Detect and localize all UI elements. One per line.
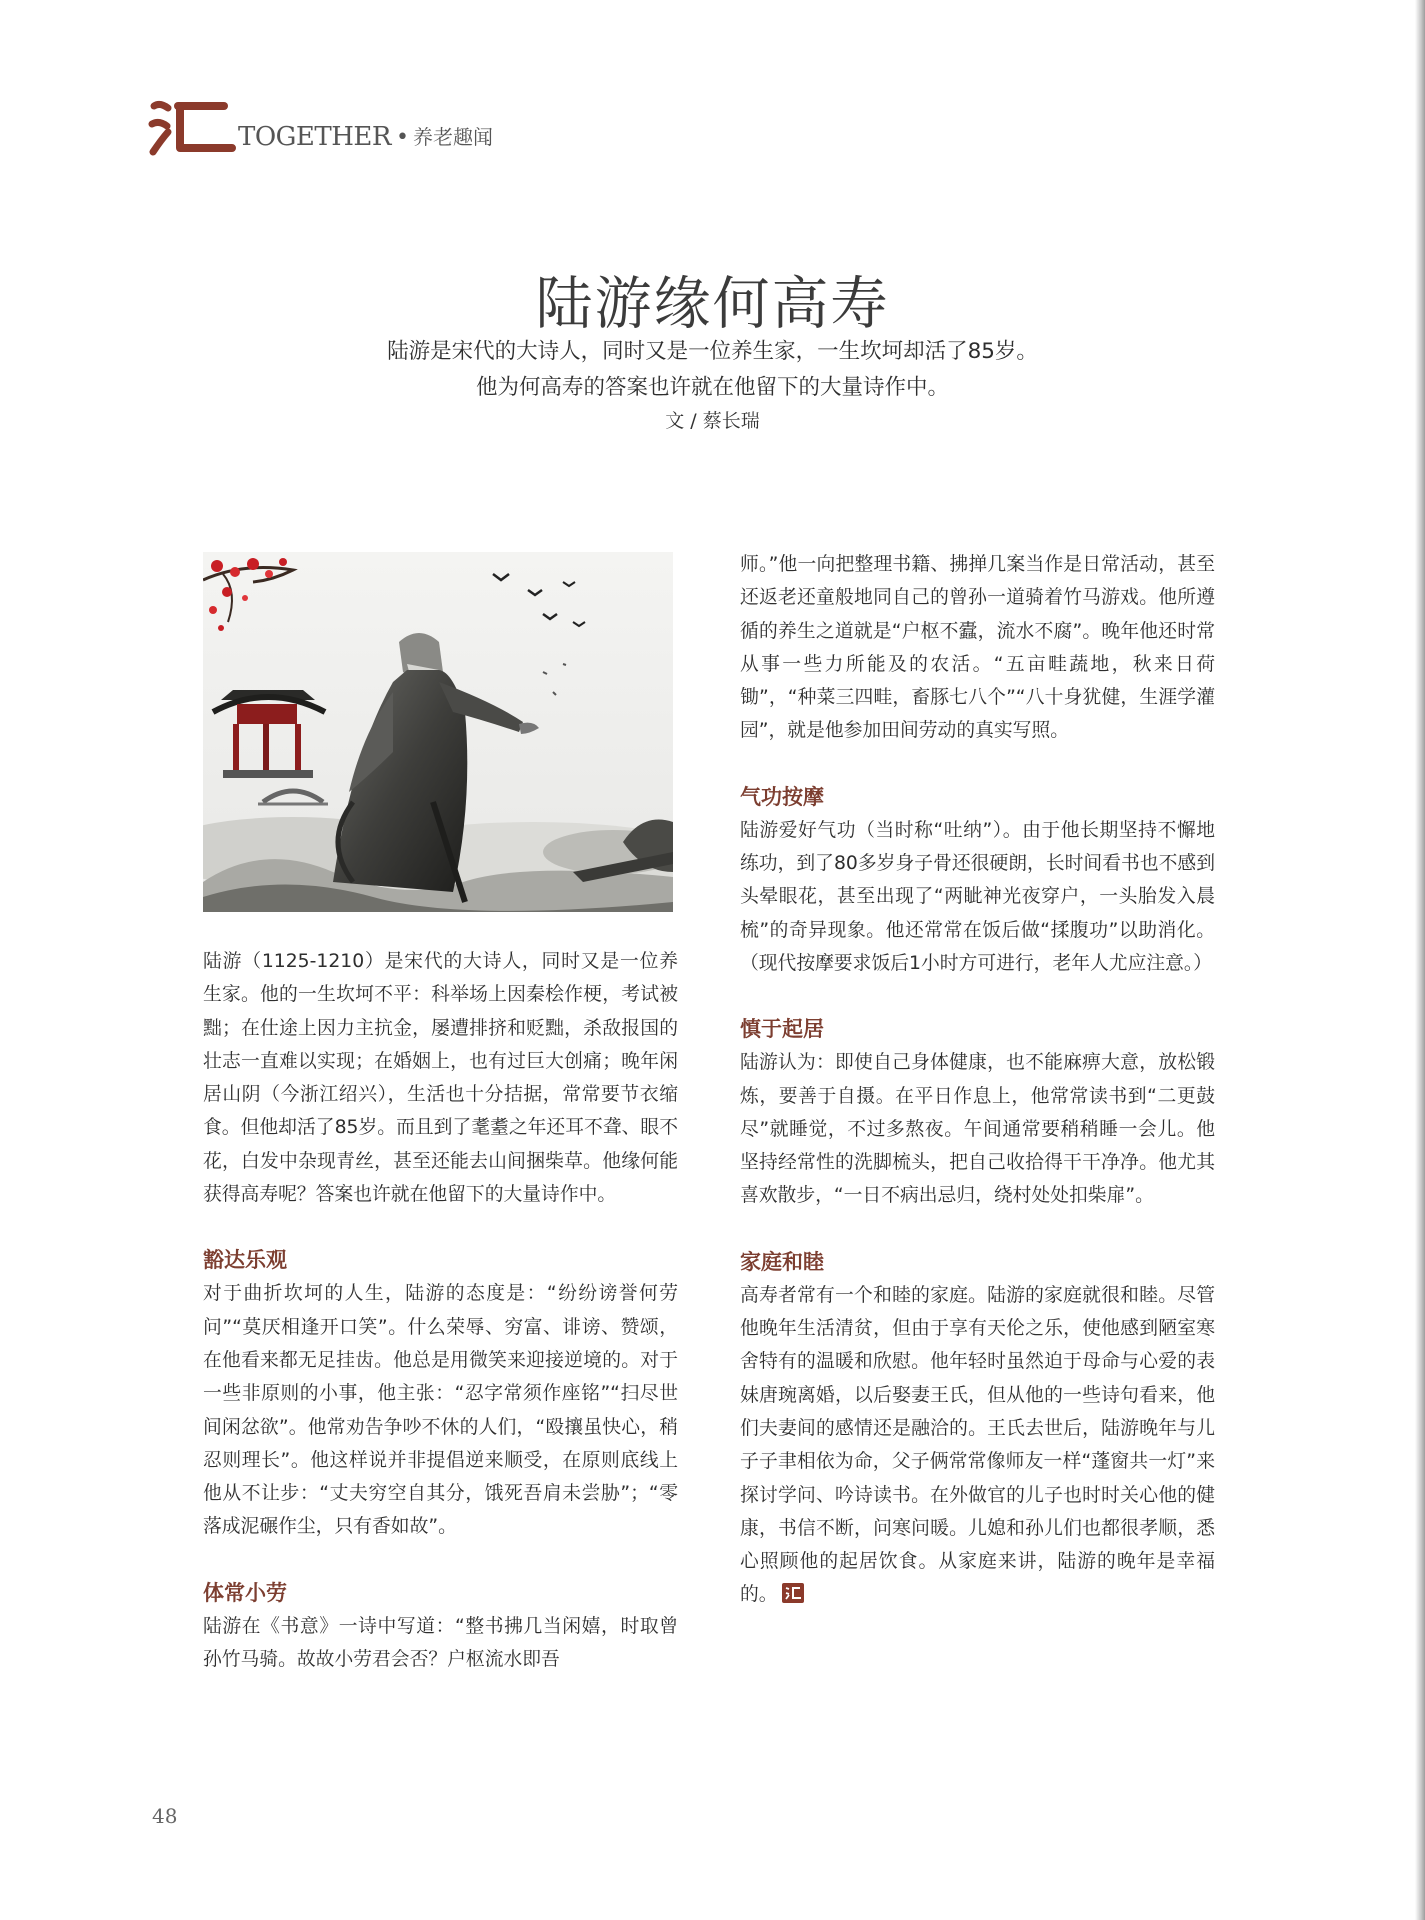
brand-name: TOGETHER — [238, 122, 391, 152]
end-mark-icon — [782, 1583, 804, 1603]
section-body-daily-routine: 陆游认为：即使自己身体健康，也不能麻痹大意，放松锻炼，要善于自摄。在平日作息上，他常常读书到“二更鼓尽”就睡觉，不过多熬夜。午间通常要稍稍睡一会儿。他坚持经常性的洗脚梳头，把自己收拾得干干净净。他尤其喜欢散步，“一日不病出忌归，绕村处处扣柴扉”。 — [740, 1052, 1215, 1207]
section-heading-light-labor: 体常小劳 — [203, 1580, 287, 1605]
section-body-family: 高寿者常有一个和睦的家庭。陆游的家庭就很和睦。尽管他晚年生活清贫，但由于享有天伦之乐，使他感到陋室寒舍特有的温暖和欣慰。他年轻时虽然迫于母命与心爱的表妹唐琬离婚，以后娶妻王氏，但从他的一些诗句看来，他们夫妻间的感情还是融洽的。王氏去世后，陆游晚年与儿子子聿相依为命，父子俩常常像师友一样“蓬窗共一灯”来探讨学问、吟诗读书。在外做官的儿子也时时关心他的健康，书信不断，问寒问暖。儿媳和孙儿们也都很孝顺，悉心照顾他的起居饮食。从家庭来讲，陆游的晚年是幸福的。 — [740, 1284, 1215, 1606]
section-heading-family: 家庭和睦 — [740, 1249, 824, 1274]
section-heading-qigong: 气功按摩 — [740, 784, 824, 809]
article-subtitle — [0, 334, 1425, 406]
section-heading-daily-routine: 慎于起居 — [740, 1017, 824, 1042]
section-body-light-labor-cont: 师。”他一向把整理书籍、拂掸几案当作是日常活动，甚至还返老还童般地同自己的曾孙一道骑着竹马游戏。他所遵循的养生之道就是“户枢不蠹，流水不腐”。晚年他还时常从事一些力所能及的农活。“五亩畦蔬地，秋来日荷锄”，“种菜三四畦，畜豚七八个”“八十身犹健，生涯学灌园”，就是他参加田间劳动的真实写照。 — [740, 554, 1215, 742]
hui-logo-icon — [148, 96, 236, 158]
subtitle-line: 他为何高寿的答案也许就在他留下的大量诗作中。 — [475, 375, 949, 400]
lu-you-illustration — [203, 552, 673, 912]
section-body-optimism: 对于曲折坎坷的人生，陆游的态度是：“纷纷谤誉何劳问”“莫厌相逢开口笑”。什么荣辱、穷富、诽谤、赞颂，在他看来都无足挂齿。他总是用微笑来迎接逆境的。对于一些非原则的小事，他主张：“忍字常须作座铭”“扫尽世间闲忿欲”。他常劝告争吵不休的人们，“殴攘虽快心，稍忍则理长”。他这样说并非提倡逆来顺受，在原则底线上他从不让步：“丈夫穷空自其分，饿死吾肩未尝胁”；“零落成泥碾作尘，只有香如故”。 — [203, 1283, 678, 1538]
page-number: 48 — [152, 1804, 178, 1828]
left-column — [203, 945, 678, 1676]
section-heading-optimism: 豁达乐观 — [203, 1248, 287, 1273]
section-body-qigong: 陆游爱好气功（当时称“吐纳”）。由于他长期坚持不懈地练功，到了80多岁身子骨还很硬朗，长时间看书也不感到头晕眼花，甚至出现了“两眦神光夜穿户，一头胎发入晨梳”的奇异现象。他还常常在饭后做“揉腹功”以助消化。（现代按摩要求饭后1小时方可进行，老年人尤应注意。） — [740, 819, 1215, 974]
section-label: 养老趣闻 — [412, 125, 493, 149]
article-title: 陆游缘何高寿 — [535, 271, 890, 337]
illustration-graphic — [203, 552, 673, 912]
right-column — [740, 548, 1215, 1612]
article-byline: 文 / 蔡长瑞 — [665, 410, 760, 432]
subtitle-line: 陆游是宋代的大诗人，同时又是一位养生家，一生坎坷却活了85岁。 — [387, 339, 1038, 364]
header-bullet: • — [395, 125, 409, 150]
magazine-header — [148, 88, 493, 158]
section-body-light-labor-start: 陆游在《书意》一诗中写道：“整书拂几当闲嬉，时取曾孙竹马骑。故故小劳君会否？户枢流水即吾 — [203, 1615, 678, 1671]
section-body-family-wrap — [740, 1279, 1215, 1612]
intro-paragraph: 陆游（1125-1210）是宋代的大诗人，同时又是一位养生家。他的一生坎坷不平：科举场上因秦桧作梗，考试被黜；在仕途上因力主抗金，屡遭排挤和贬黜，杀敌报国的壮志一直难以实现；在婚姻上，也有过巨大创痛；晚年闲居山阴（今浙江绍兴），生活也十分拮据，常常要节衣缩食。但他却活了85岁。而且到了耄耋之年还耳不聋、眼不花，白发中杂现青丝，甚至还能去山间捆柴草。他缘何能获得高寿呢？答案也许就在他留下的大量诗作中。 — [203, 951, 678, 1206]
